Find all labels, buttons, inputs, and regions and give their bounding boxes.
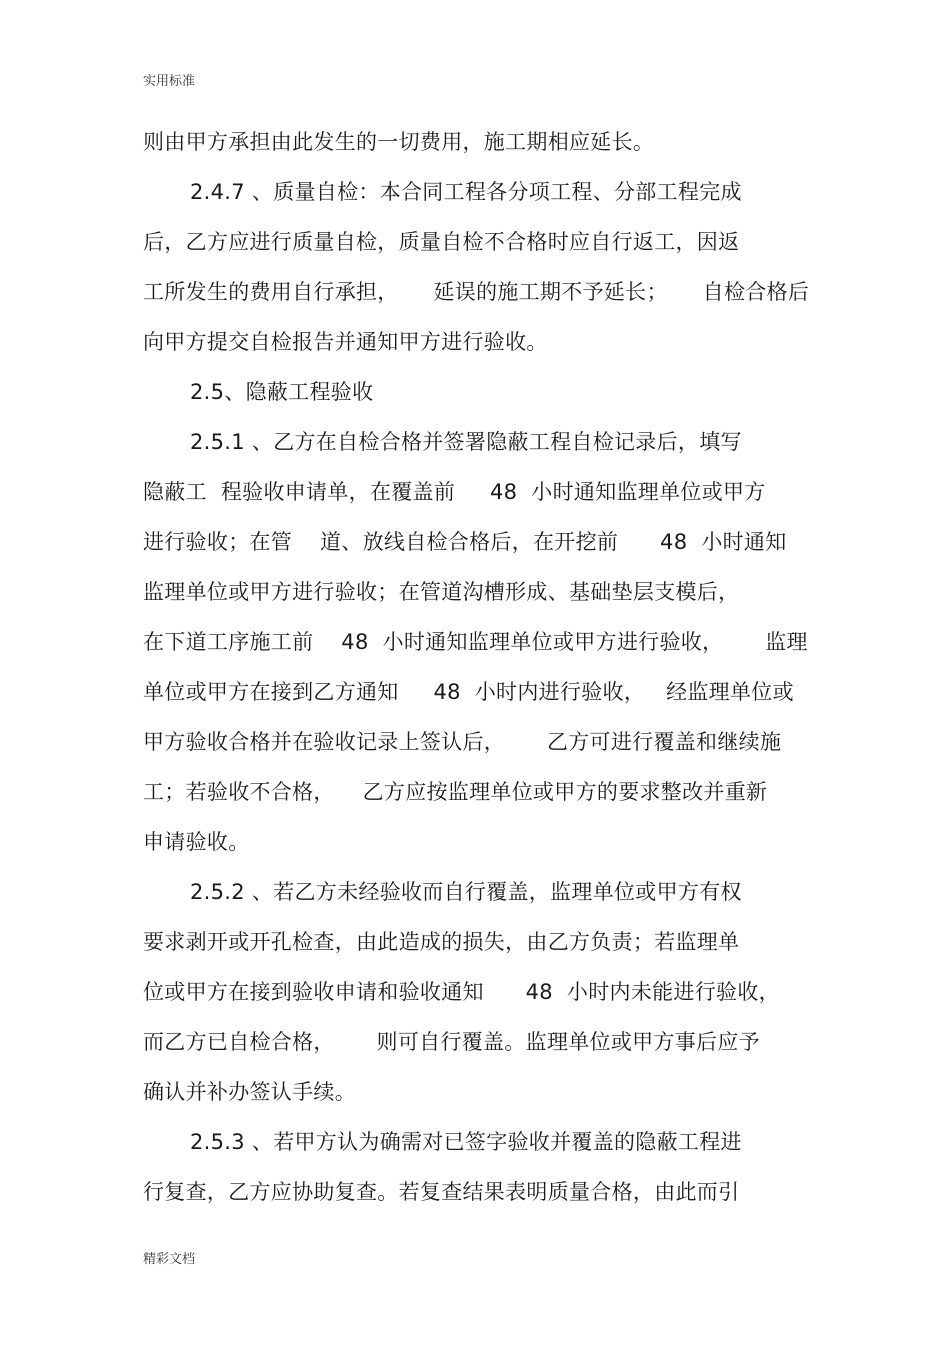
text-line: 行复查，乙方应协助复查。若复查结果表明质量合格，由此而引	[143, 1180, 740, 1204]
text-line: 单位或甲方在接到乙方通知 48 小时内进行验收， 经监理单位或	[143, 680, 794, 704]
text-line: 2.4.7 、质量自检：本合同工程各分项工程、分部工程完成	[190, 180, 742, 204]
text-line: 2.5.2 、若乙方未经验收而自行覆盖，监理单位或甲方有权	[190, 880, 742, 904]
text-line: 位或甲方在接到验收申请和验收通知 48 小时内未能进行验收，	[143, 980, 780, 1004]
text-line: 工所发生的费用自行承担， 延误的施工期不予延长； 自检合格后	[143, 280, 810, 304]
page-header: 实用标准	[143, 74, 196, 89]
text-line: 在下道工序施工前 48 小时通知监理单位或甲方进行验收， 监理	[143, 630, 808, 654]
section-heading: 2.5、隐蔽工程验收	[190, 380, 374, 404]
text-line: 2.5.1 、乙方在自检合格并签署隐蔽工程自检记录后，填写	[190, 430, 742, 454]
text-line: 监理单位或甲方进行验收；在管道沟槽形成、基础垫层支模后，	[143, 580, 740, 604]
text-line: 2.5.3 、若甲方认为确需对已签字验收并覆盖的隐蔽工程进	[190, 1130, 742, 1154]
text-line: 确认并补办签认手续。	[143, 1080, 356, 1104]
text-line: 申请验收。	[143, 830, 250, 854]
text-line: 则由甲方承担由此发生的一切费用，施工期相应延长。	[143, 130, 655, 154]
text-line: 隐蔽工 程验收申请单，在覆盖前 48 小时通知监理单位或甲方	[143, 480, 766, 504]
text-line: 向甲方提交自检报告并通知甲方进行验收。	[143, 330, 548, 354]
text-line: 进行验收；在管 道、放线自检合格后，在开挖前 48 小时通知	[143, 530, 787, 554]
text-line: 要求剥开或开孔检查，由此造成的损失，由乙方负责；若监理单	[143, 930, 740, 954]
text-line: 而乙方已自检合格， 则可自行覆盖。监理单位或甲方事后应予	[143, 1030, 760, 1054]
text-line: 工；若验收不合格， 乙方应按监理单位或甲方的要求整改并重新	[143, 780, 768, 804]
text-line: 甲方验收合格并在验收记录上签认后， 乙方可进行覆盖和继续施	[143, 730, 782, 754]
text-line: 后，乙方应进行质量自检，质量自检不合格时应自行返工，因返	[143, 230, 740, 254]
page-footer: 精彩文档	[143, 1252, 196, 1267]
